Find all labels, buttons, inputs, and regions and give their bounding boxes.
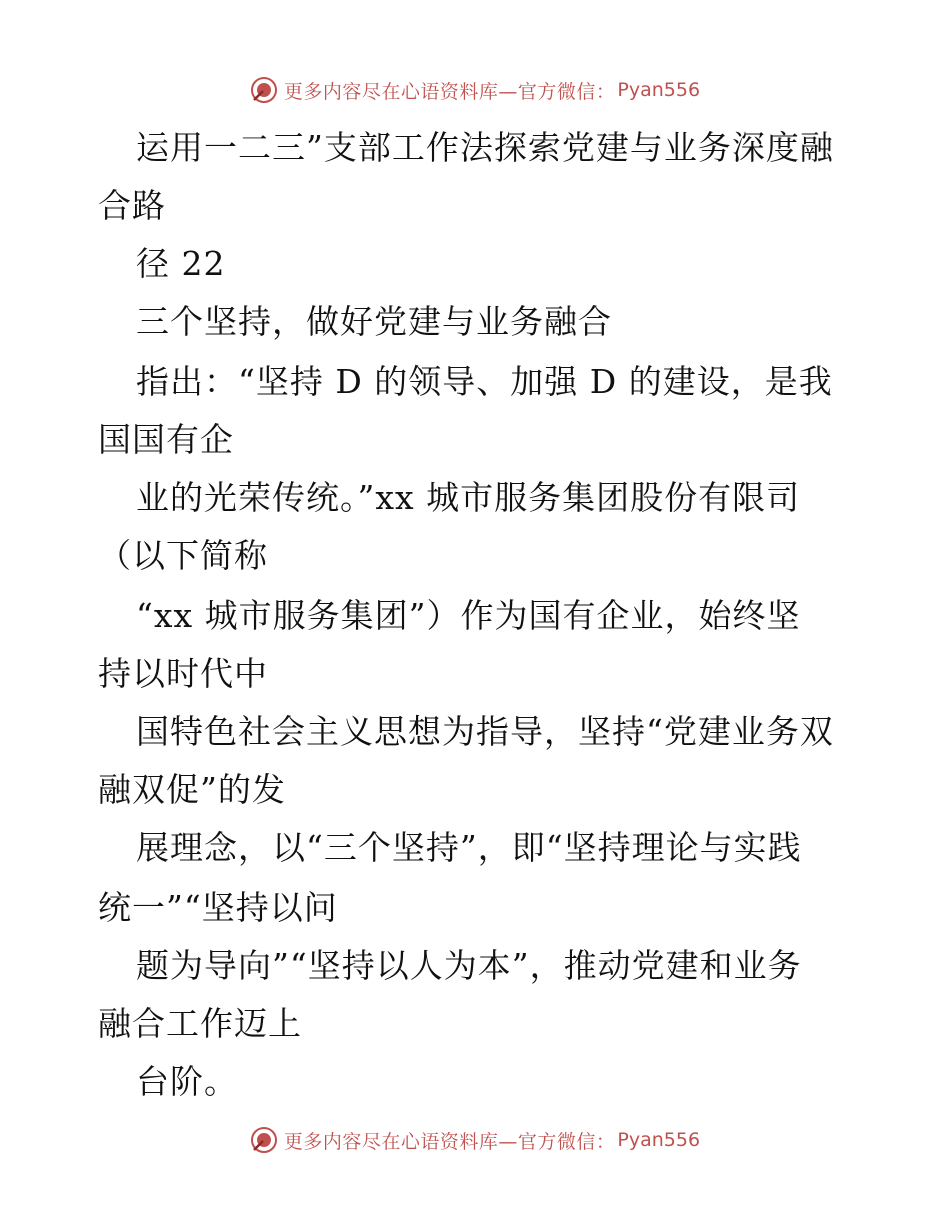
- doc-line: 展理念，以“三个坚持”，即“坚持理论与实践: [136, 828, 802, 867]
- doc-line: 融双促”的发: [98, 770, 286, 809]
- doc-line: 台阶。: [136, 1062, 238, 1101]
- doc-line: 题为导向”“坚持以人为本”，推动党建和业务: [136, 946, 802, 985]
- doc-line: 径 22: [136, 244, 226, 283]
- doc-line: 三个坚持，做好党建与业务融合: [136, 302, 612, 341]
- watermark-header: [0, 70, 950, 110]
- doc-line: 统一”“坚持以问: [98, 888, 338, 927]
- watermark-text: 更多内容尽在心语资料库—官方微信：: [283, 1130, 616, 1153]
- doc-line: 国国有企: [98, 420, 234, 459]
- watermark-wechat-id: Pyan556: [617, 1129, 701, 1151]
- doc-line: （以下简称: [98, 536, 268, 575]
- pen-logo-icon: [250, 76, 278, 104]
- watermark-text: 更多内容尽在心语资料库—官方微信：: [283, 80, 616, 103]
- doc-line: 指出：“坚持 D 的领导、加强 D 的建设，是我: [136, 362, 833, 401]
- doc-line: 运用一二三”支部工作法探索党建与业务深度融: [136, 128, 834, 167]
- doc-line: 国特色社会主义思想为指导，坚持“党建业务双: [136, 712, 834, 751]
- watermark-wechat-id: Pyan556: [617, 79, 701, 101]
- doc-line: 合路: [98, 186, 166, 225]
- doc-line: “xx 城市服务集团”）作为国有企业，始终坚: [136, 596, 801, 635]
- doc-line: 融合工作迈上: [98, 1004, 302, 1043]
- doc-line: 业的光荣传统。”xx 城市服务集团股份有限司: [136, 478, 801, 517]
- pen-logo-icon: [250, 1126, 278, 1154]
- doc-line: 持以时代中: [98, 654, 268, 693]
- watermark-footer: [0, 1120, 950, 1160]
